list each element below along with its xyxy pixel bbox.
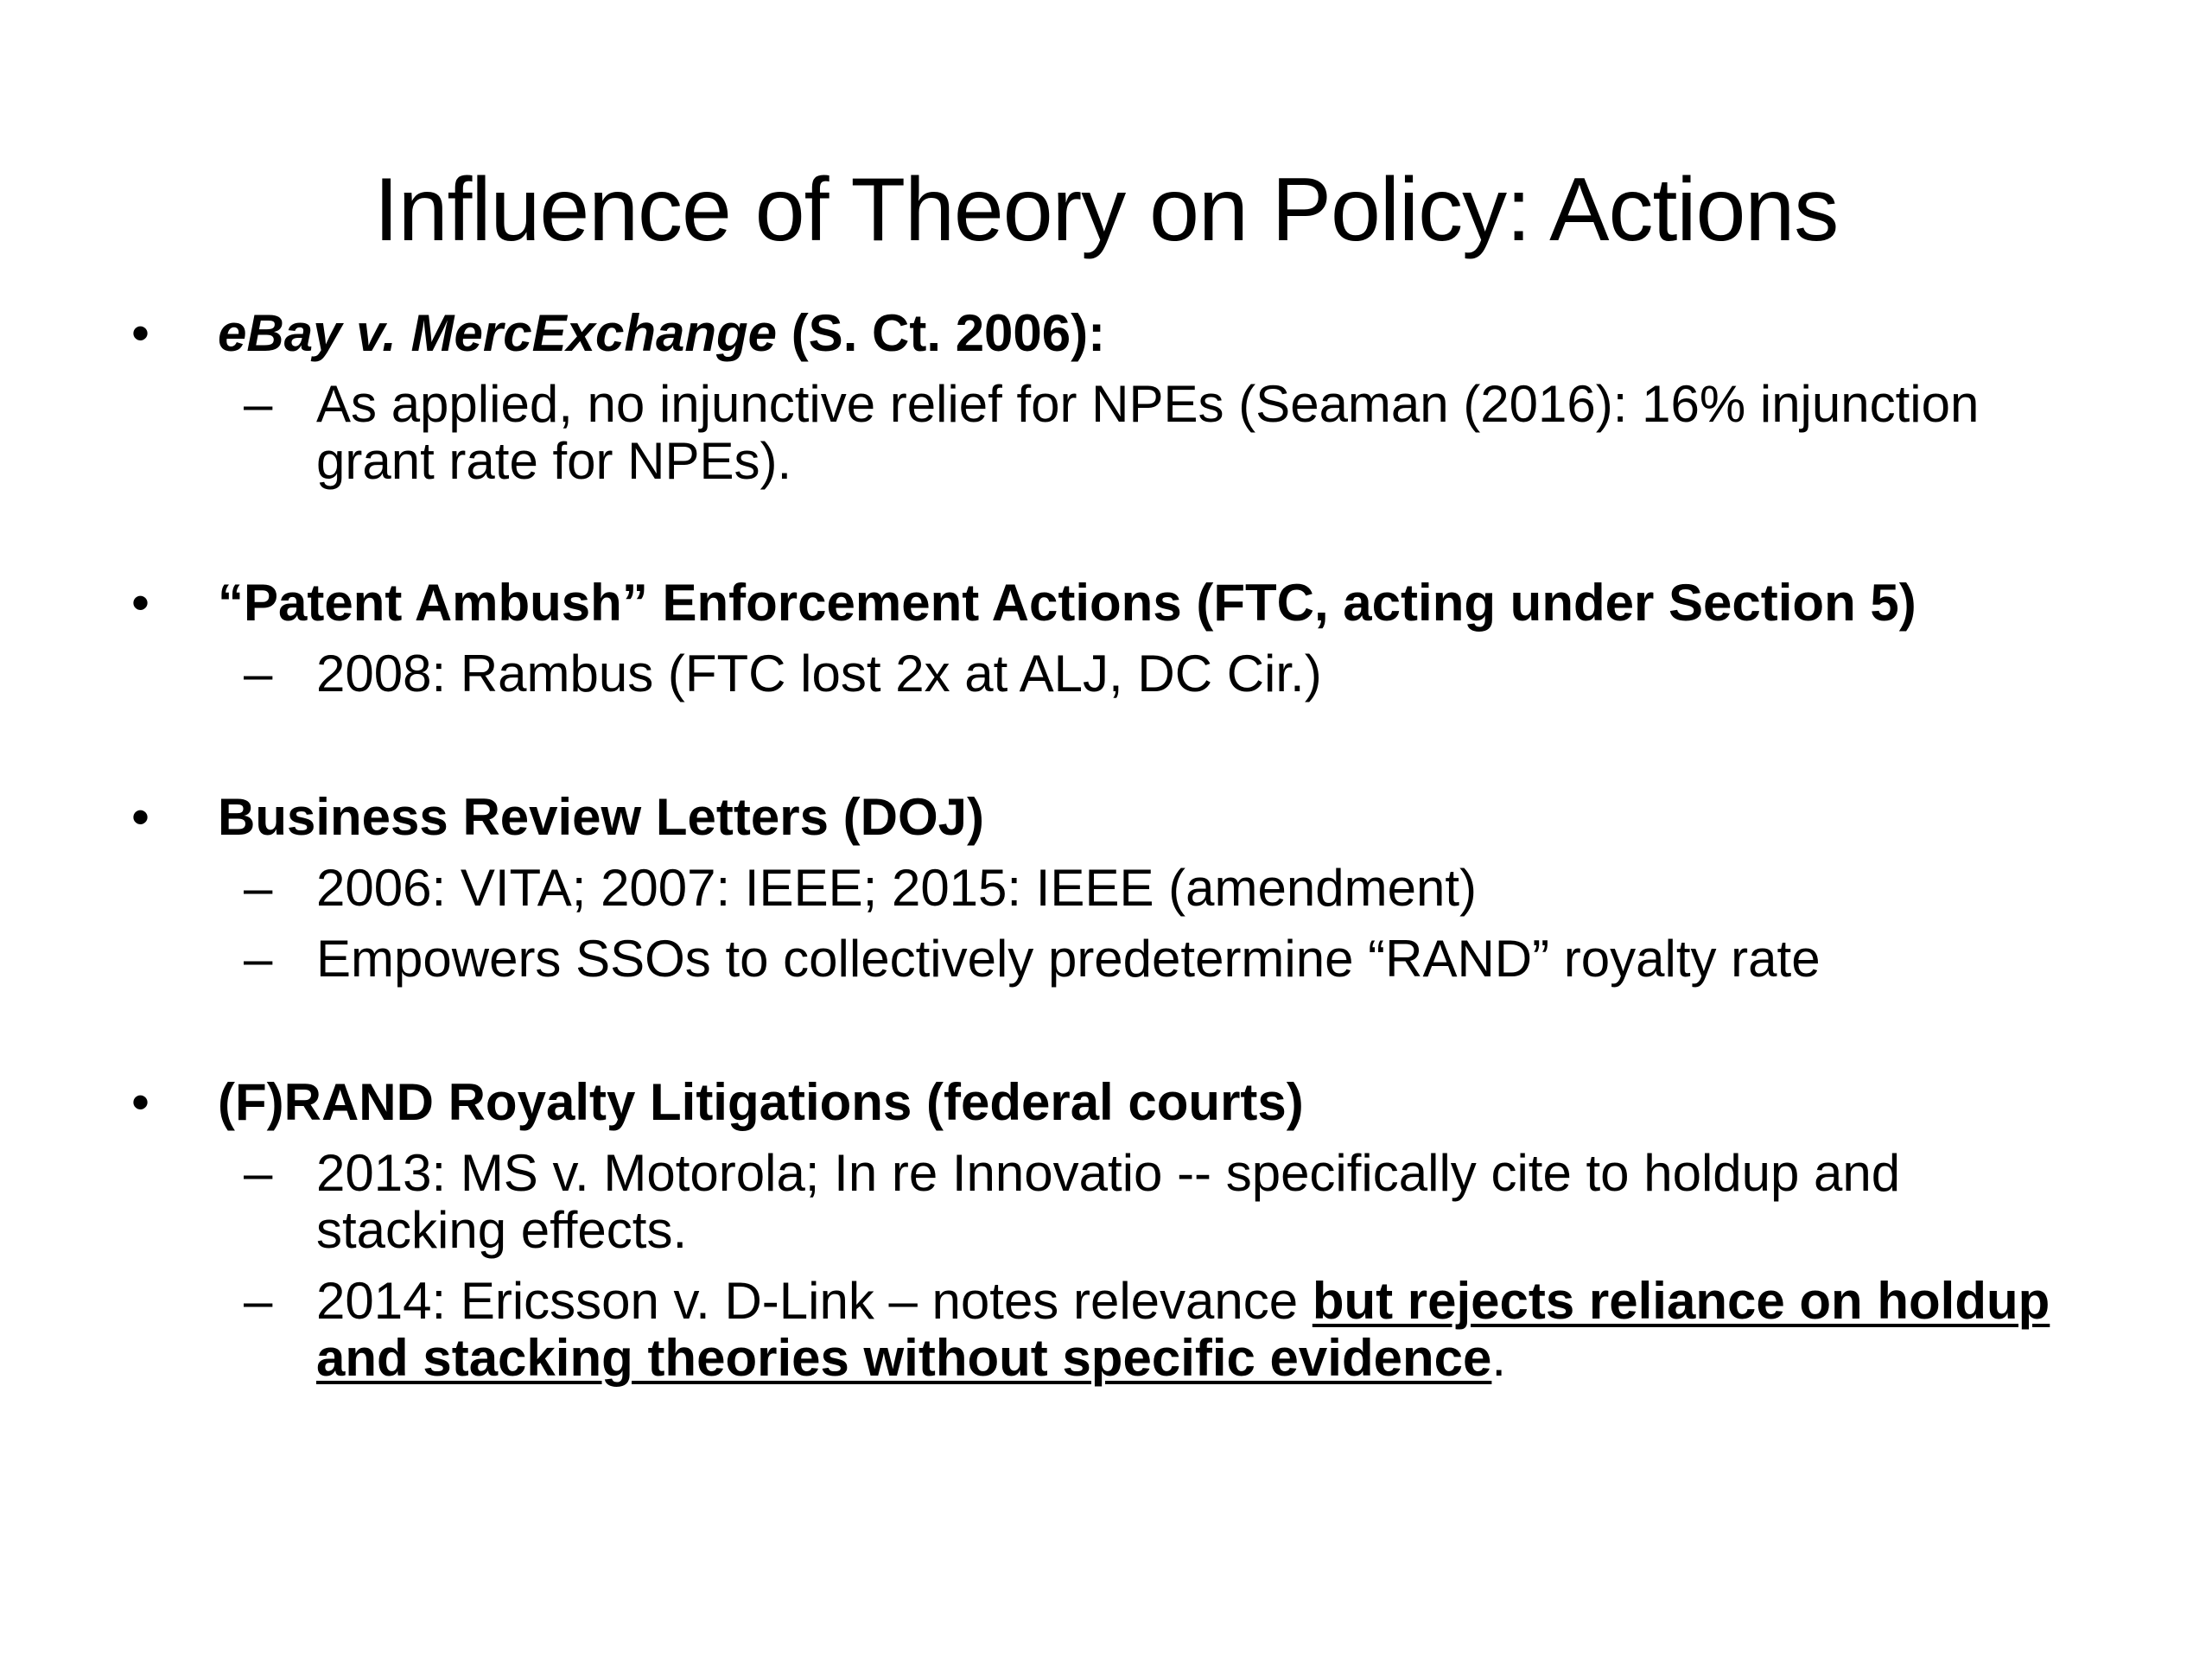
- emphasized-text: but rejects reliance on holdup: [1312, 1272, 2050, 1330]
- sub-item-line: As applied, no injunctive relief for NPEs (Seaman (2016): 16% injunction: [316, 375, 1980, 433]
- sub-item-line: [316, 1270, 2050, 1332]
- section-heading-patent-ambush: “Patent Ambush” Enforcement Actions (FTC, acting under Section 5): [218, 574, 1916, 632]
- bullet-icon: •: [131, 1073, 150, 1131]
- bullet-icon: •: [131, 788, 150, 846]
- sub-item-line: Empowers SSOs to collectively predetermine “RAND” royalty rate: [316, 930, 1821, 988]
- dash-icon: –: [244, 930, 273, 988]
- bullet-icon: •: [131, 304, 150, 362]
- sub-item-plain-text: 2014: Ericsson v. D-Link – notes relevance: [316, 1272, 1313, 1330]
- sub-item-line: 2008: Rambus (FTC lost 2x at ALJ, DC Cir.): [316, 645, 1322, 702]
- bullet-icon: •: [131, 574, 150, 632]
- slide-title: Influence of Theory on Policy: Actions: [373, 160, 1839, 260]
- dash-icon: –: [244, 375, 273, 433]
- case-court: (S. Ct. 2006):: [777, 304, 1106, 362]
- section-heading-business-review: Business Review Letters (DOJ): [218, 788, 984, 846]
- section-heading-frand: (F)RAND Royalty Litigations (federal courts): [218, 1073, 1304, 1131]
- dash-icon: –: [244, 859, 273, 917]
- emphasized-text: and stacking theories without specific evidence: [316, 1329, 1492, 1387]
- section-heading-ebay: [218, 302, 1105, 365]
- sub-item-plain-text: .: [1491, 1329, 1507, 1387]
- sub-item-line-continued: grant rate for NPEs).: [316, 432, 792, 490]
- sub-item-line-continued: stacking effects.: [316, 1201, 688, 1259]
- sub-item-line: 2006: VITA; 2007: IEEE; 2015: IEEE (amendment): [316, 859, 1477, 917]
- dash-icon: –: [244, 1272, 273, 1330]
- dash-icon: –: [244, 1144, 273, 1202]
- sub-item-line-continued: [316, 1327, 1506, 1389]
- case-name: eBay v. MercExchange: [218, 304, 778, 362]
- dash-icon: –: [244, 645, 273, 702]
- sub-item-line: 2013: MS v. Motorola; In re Innovatio -- specifically cite to holdup and: [316, 1144, 1901, 1202]
